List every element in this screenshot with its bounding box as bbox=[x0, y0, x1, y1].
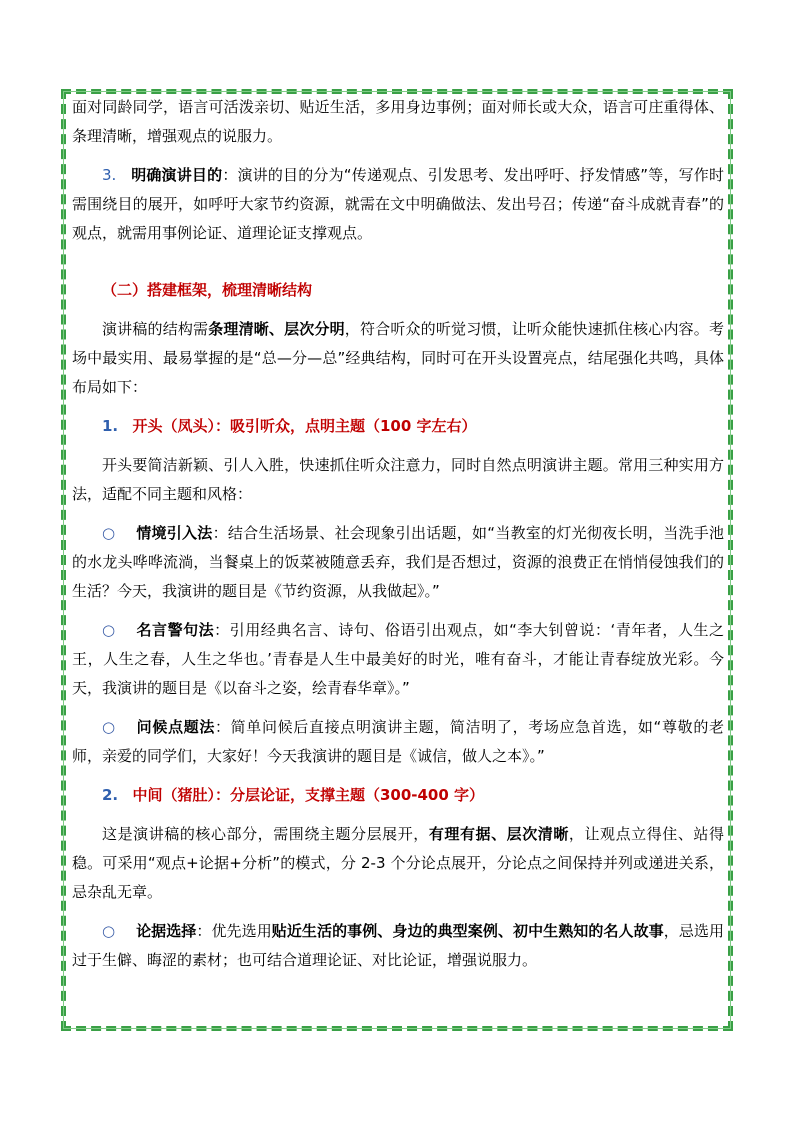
bullet-circle-icon: ○ bbox=[102, 718, 116, 736]
bullet-greeting bbox=[72, 713, 724, 771]
section-2-intro-a: 演讲稿的结构需 bbox=[102, 320, 209, 338]
bullet-evidence-label: 论据选择 bbox=[136, 922, 197, 940]
section-2-heading bbox=[72, 276, 724, 305]
bullet-quote-text: ：引用经典名言、诗句、俗语引出观点，如“李大钊曾说：‘青年者，人生之王，人生之春，人生之华也。’青春是人生中最美好的时光，唯有奋斗，才能让青春绽放光彩。今天，我演讲的题目是《以奋斗之姿，绘青春华章》。” bbox=[72, 621, 724, 697]
item-3-text: ：演讲的目的分为“传递观点、引发思考、发出呼吁、抒发情感”等，写作时需围绕目的展开，如呼吁大家节约资源，就需在文中明确做法、发出号召；传递“奋斗成就青春”的观点，就需用事例论证、道理论证支撑观点。 bbox=[72, 166, 724, 242]
bullet-circle-icon: ○ bbox=[102, 621, 116, 639]
part-1-heading bbox=[72, 412, 724, 441]
section-2-intro-b: ，符合听众的听觉习惯，让听众能快速抓住核心内容。考场中最实用、最易掌握的是“总—分—总”经典结构，同时可在开头设置亮点，结尾强化共鸣，具体布局如下： bbox=[72, 320, 724, 396]
bullet-circle-icon: ○ bbox=[102, 524, 116, 542]
paragraph-audience: 面对同龄同学，语言可活泼亲切、贴近生活，多用身边事例；面对师长或大众，语言可庄重得体、条理清晰，增强观点的说服力。 bbox=[72, 98, 724, 145]
bullet-greeting-text: ：简单问候后直接点明演讲主题，简洁明了，考场应急首选，如“尊敬的老师，亲爱的同学们，大家好！今天我演讲的题目是《诚信，做人之本》。” bbox=[72, 718, 724, 765]
bullet-scene-label: 情境引入法 bbox=[136, 524, 213, 542]
part-1-intro: 开头要简洁新颖、引人入胜，快速抓住听众注意力，同时自然点明演讲主题。常用三种实用方法，适配不同主题和风格： bbox=[72, 456, 724, 503]
item-3 bbox=[72, 161, 724, 248]
bullet-scene-text: ：结合生活场景、社会现象引出话题，如“当教室的灯光彻夜长明，当洗手池的水龙头哗哗流淌，当餐桌上的饭菜被随意丢弃，我们是否想过，资源的浪费正在悄悄侵蚀我们的生活？今天，我演讲的题目是《节约资源，从我做起》。” bbox=[72, 524, 724, 600]
bullet-evidence-bold: 贴近生活的事例、身边的典型案例、初中生熟知的名人故事 bbox=[271, 922, 664, 940]
bullet-evidence-text-b: ，忌选用过于生僻、晦涩的素材；也可结合道理论证、对比论证，增强说服力。 bbox=[72, 922, 724, 969]
part-2-intro-b: ，让观点立得住、站得稳。可采用“观点+论据+分析”的模式，分 2-3 个分论点展开，分论点之间保持并列或递进关系，忌杂乱无章。 bbox=[72, 825, 724, 901]
section-2-intro-bold: 条理清晰、层次分明 bbox=[208, 320, 345, 338]
item-3-number: 3. bbox=[102, 166, 117, 184]
part-1-number: 1. bbox=[102, 417, 119, 435]
part-1-title: 开头（凤头）：吸引听众，点明主题（100 字左右） bbox=[132, 417, 477, 435]
bullet-quote bbox=[72, 616, 724, 703]
bullet-evidence-text-a: ：优先选用 bbox=[196, 922, 272, 940]
part-2-intro-bold: 有理有据、层次清晰 bbox=[428, 825, 569, 843]
item-3-label: 明确演讲目的 bbox=[131, 166, 223, 184]
section-2-intro bbox=[72, 315, 724, 402]
bullet-greeting-label: 问候点题法 bbox=[136, 718, 215, 736]
bullet-scene bbox=[72, 519, 724, 606]
part-2-title: 中间（猪肚）：分层论证，支撑主题（300-400 字） bbox=[132, 786, 485, 804]
part-2-intro-a: 这是演讲稿的核心部分，需围绕主题分层展开， bbox=[102, 825, 429, 843]
section-2-title: （二）搭建框架，梳理清晰结构 bbox=[102, 281, 313, 299]
bullet-quote-label: 名言警句法 bbox=[136, 621, 215, 639]
part-2-intro bbox=[72, 820, 724, 907]
part-2-number: 2. bbox=[102, 786, 119, 804]
part-2-heading bbox=[72, 781, 724, 810]
document-body bbox=[72, 93, 724, 975]
bullet-circle-icon: ○ bbox=[102, 922, 116, 940]
bullet-evidence bbox=[72, 917, 724, 975]
